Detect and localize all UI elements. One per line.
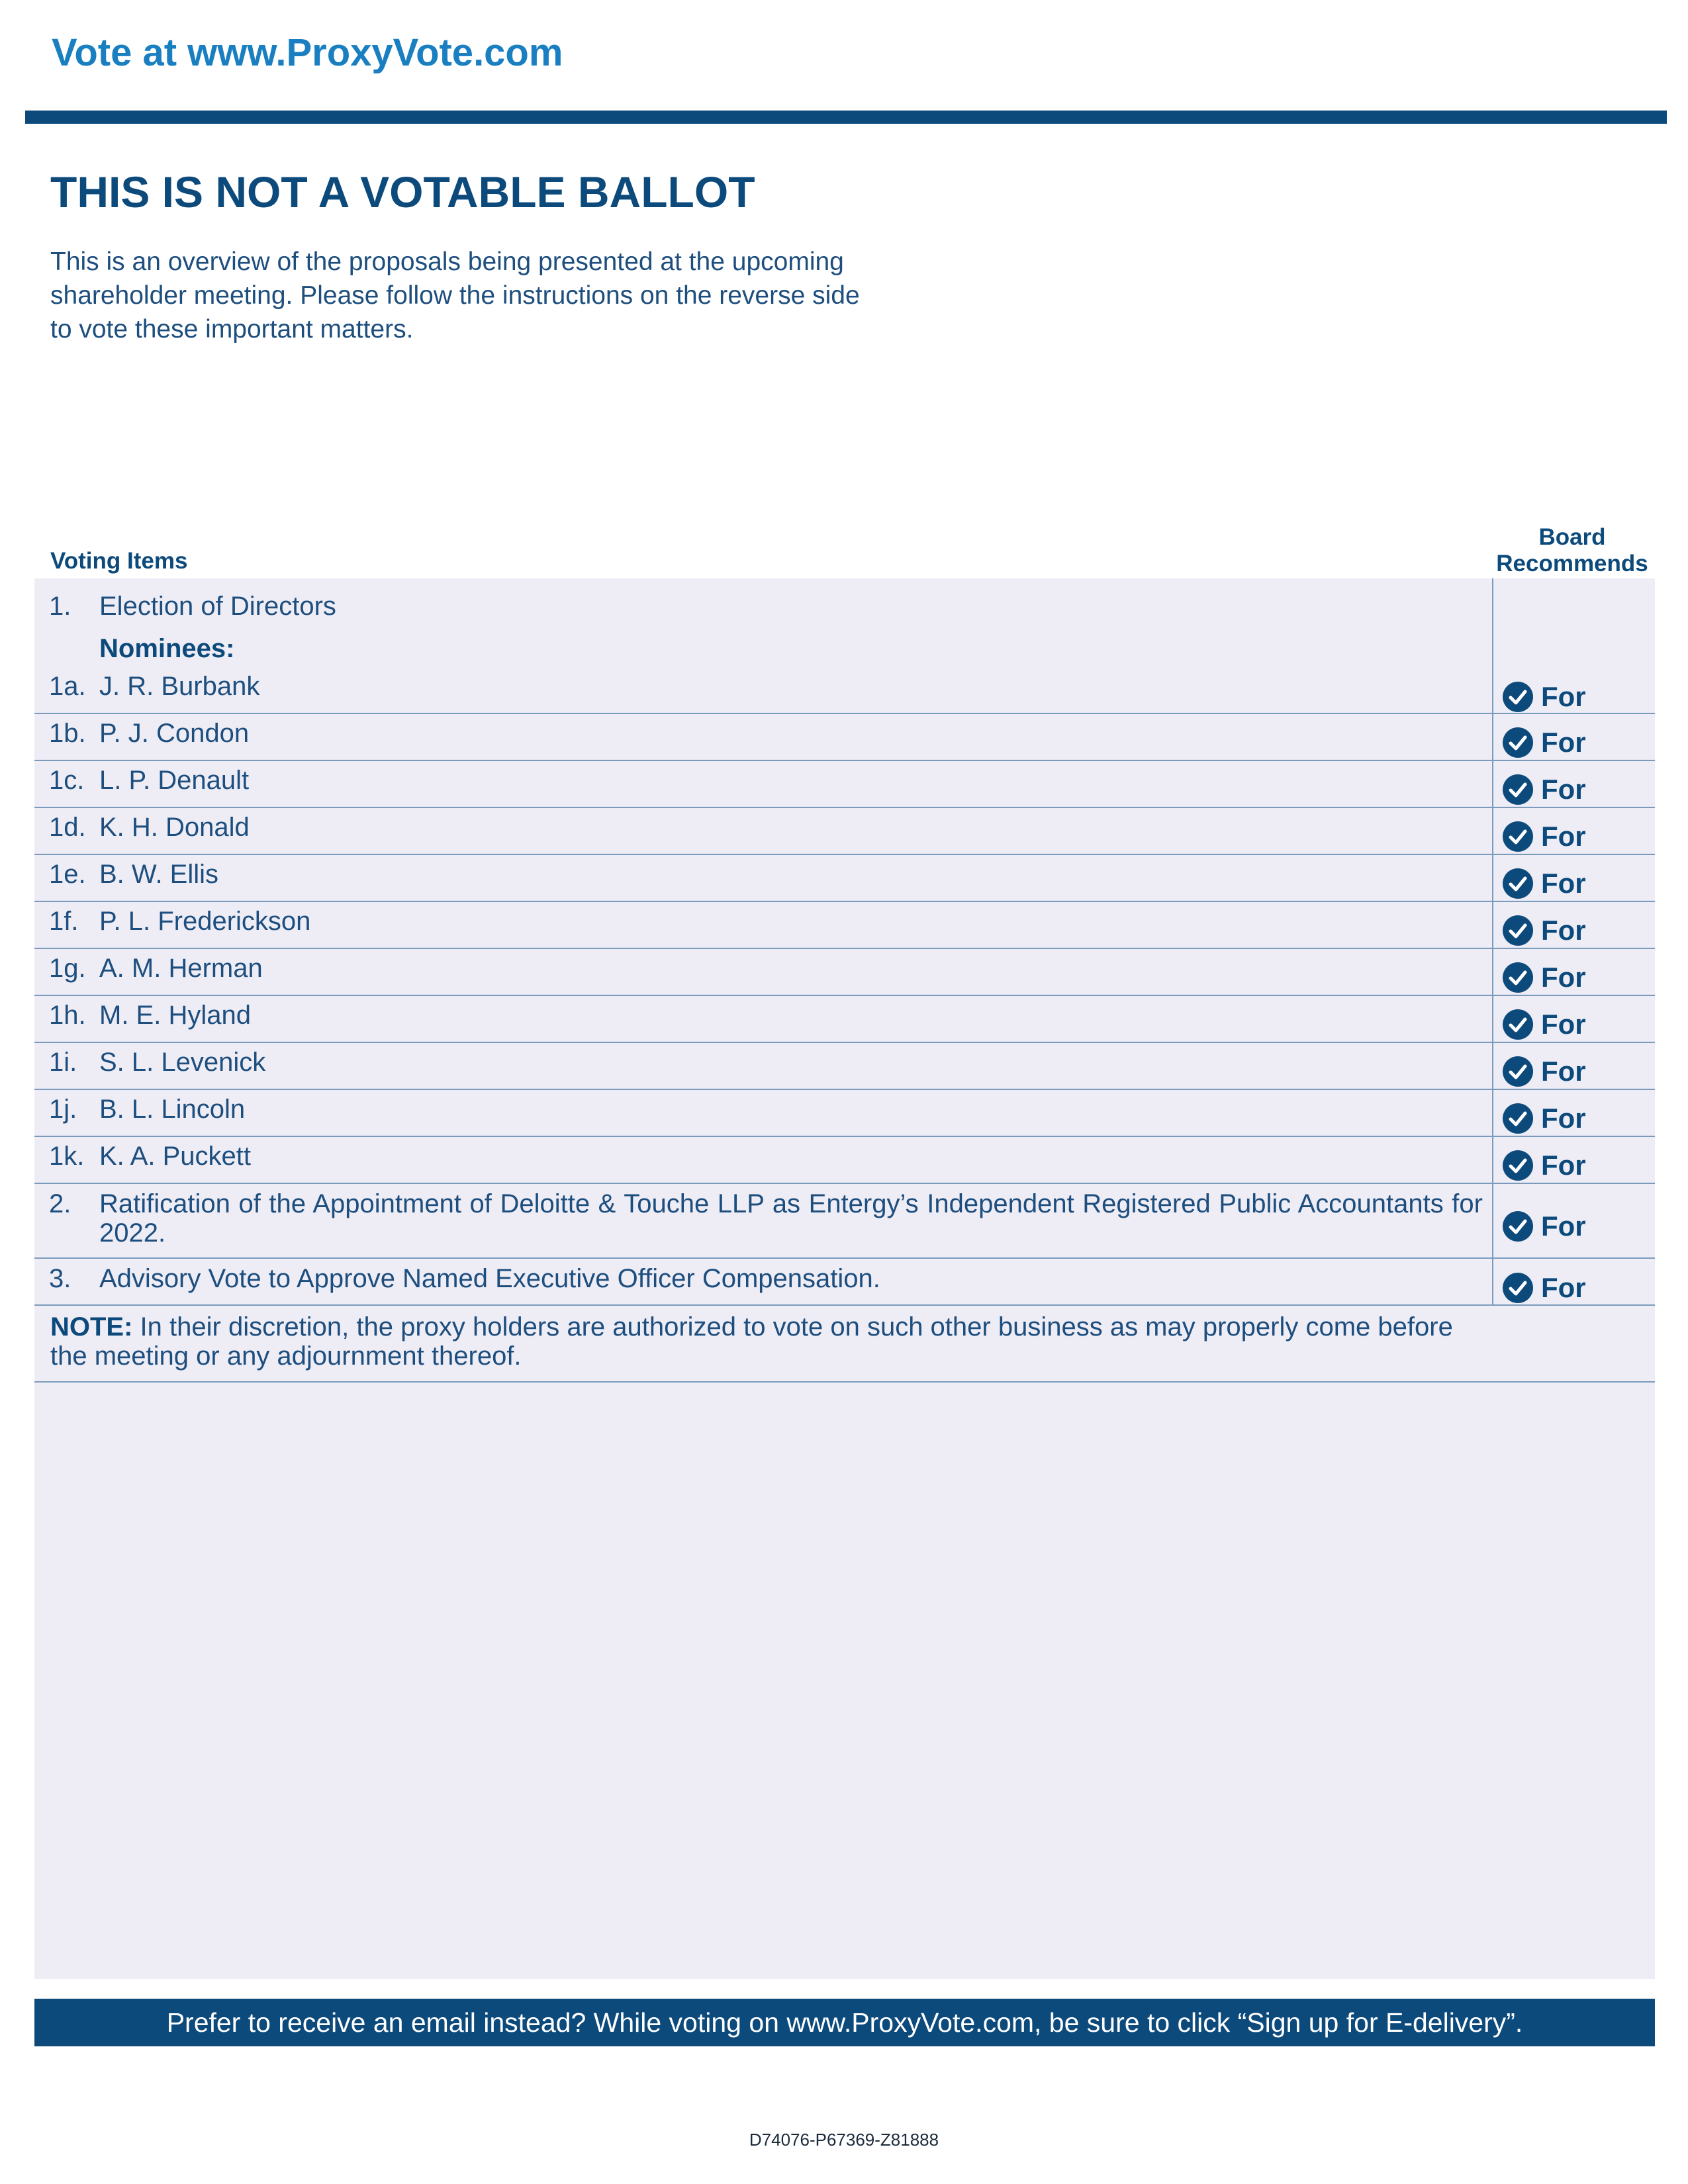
note-label: NOTE: <box>50 1312 133 1342</box>
item-2-number: 2. <box>49 1189 71 1218</box>
recommendation-value: For <box>1541 868 1586 899</box>
nominee-number: 1e. <box>49 860 86 889</box>
recommendation-value: For <box>1541 727 1586 758</box>
nominee-number: 1c. <box>49 766 85 795</box>
nominee-number: 1k. <box>49 1142 85 1171</box>
recommendation <box>1503 1149 1635 1182</box>
nominee-name: J. R. Burbank <box>99 672 260 701</box>
row-divider <box>34 901 1655 902</box>
recommendation-value: For <box>1541 1272 1586 1303</box>
item-3-label: Advisory Vote to Approve Named Executive Officer Compensation. <box>99 1264 880 1293</box>
nominee-name: K. H. Donald <box>99 813 250 842</box>
nominee-number: 1j. <box>49 1095 77 1124</box>
voting-items-header: Voting Items <box>50 548 188 574</box>
recommendation <box>1503 867 1635 900</box>
recommendation <box>1503 1008 1635 1041</box>
recommendation-value: For <box>1541 1056 1586 1087</box>
nominee-number: 1g. <box>49 954 86 983</box>
nominee-number: 1i. <box>49 1048 77 1077</box>
nominee-name: P. L. Frederickson <box>99 907 311 936</box>
note-text <box>50 1312 1493 1371</box>
item-3-number: 3. <box>49 1264 71 1293</box>
header-rule <box>25 111 1667 124</box>
board-header-line1: Board <box>1538 524 1606 550</box>
nominee-name: P. J. Condon <box>99 719 250 748</box>
nominee-name: B. L. Lincoln <box>99 1095 246 1124</box>
nominee-name: A. M. Herman <box>99 954 263 983</box>
nominee-name: M. E. Hyland <box>99 1001 251 1030</box>
recommendation-value: For <box>1541 962 1586 993</box>
intro-text: This is an overview of the proposals being presented at the upcoming shareholder meeting. Please follow the instructions on the reverse side to vote these important matters. <box>50 248 860 343</box>
nominee-number: 1f. <box>49 907 79 936</box>
row-divider <box>34 1042 1655 1043</box>
recommendation <box>1503 1210 1635 1243</box>
item-1-label: Election of Directors <box>99 592 336 621</box>
page-title: THIS IS NOT A VOTABLE BALLOT <box>50 167 755 216</box>
recommendation-value: For <box>1541 774 1586 805</box>
nominee-number: 1b. <box>49 719 86 748</box>
recommendation-value: For <box>1541 681 1586 712</box>
check-circle-icon <box>1503 774 1533 805</box>
check-circle-icon <box>1503 1103 1533 1134</box>
row-divider <box>34 854 1655 855</box>
recommendation-value: For <box>1541 915 1586 946</box>
check-circle-icon <box>1503 1211 1533 1242</box>
board-header-line2: Recommends <box>1496 551 1648 576</box>
board-recommends-header <box>1489 524 1655 577</box>
recommendation-value: For <box>1541 1103 1586 1134</box>
check-circle-icon <box>1503 1009 1533 1040</box>
nominee-name: K. A. Puckett <box>99 1142 252 1171</box>
note-divider <box>34 1381 1655 1383</box>
recommendation <box>1503 1271 1635 1304</box>
recommendation-value: For <box>1541 1009 1586 1040</box>
document-id: D74076-P67369-Z81888 <box>749 2130 939 2150</box>
recommendation <box>1503 961 1635 994</box>
row-divider <box>34 995 1655 996</box>
nominee-name: B. W. Ellis <box>99 860 219 889</box>
check-circle-icon <box>1503 1273 1533 1303</box>
row-divider <box>34 807 1655 808</box>
recommendation <box>1503 914 1635 947</box>
recommendation <box>1503 820 1635 853</box>
recommendation-value: For <box>1541 821 1586 852</box>
row-divider <box>34 1136 1655 1137</box>
check-circle-icon <box>1503 915 1533 946</box>
check-circle-icon <box>1503 821 1533 852</box>
recommendation <box>1503 726 1635 759</box>
row-divider <box>34 713 1655 714</box>
check-circle-icon <box>1503 682 1533 712</box>
check-circle-icon <box>1503 727 1533 758</box>
column-divider <box>1492 578 1493 1305</box>
nominee-name: S. L. Levenick <box>99 1048 266 1077</box>
e-delivery-banner[interactable]: Prefer to receive an email instead? While voting on www.ProxyVote.com, be sure to click “Sign up for E-delivery”. <box>34 1999 1655 2046</box>
row-divider <box>34 1257 1655 1259</box>
nominees-label: Nominees: <box>99 634 235 663</box>
recommendation <box>1503 1102 1635 1135</box>
recommendation <box>1503 1055 1635 1088</box>
row-divider <box>34 1089 1655 1090</box>
check-circle-icon <box>1503 962 1533 993</box>
item-1-number: 1. <box>49 592 71 621</box>
row-divider <box>34 948 1655 949</box>
recommendation <box>1503 773 1635 806</box>
check-circle-icon <box>1503 1056 1533 1087</box>
recommendation-value: For <box>1541 1150 1586 1181</box>
nominee-number: 1h. <box>49 1001 86 1030</box>
nominee-name: L. P. Denault <box>99 766 250 795</box>
vote-url-header[interactable]: Vote at www.ProxyVote.com <box>52 31 563 74</box>
check-circle-icon <box>1503 1150 1533 1181</box>
recommendation-value: For <box>1541 1210 1586 1242</box>
nominee-number: 1a. <box>49 672 86 701</box>
row-divider <box>34 760 1655 761</box>
check-circle-icon <box>1503 868 1533 899</box>
row-divider <box>34 1183 1655 1184</box>
note-body: In their discretion, the proxy holders are authorized to vote on such other business as may properly come before the meeting or any adjournment thereof. <box>50 1312 1453 1371</box>
row-divider <box>34 1304 1655 1306</box>
nominee-number: 1d. <box>49 813 86 842</box>
recommendation <box>1503 680 1635 713</box>
item-2-label: Ratification of the Appointment of Deloitte & Touche LLP as Entergy’s Independent Registered Public Accountants for 2022. <box>99 1189 1483 1248</box>
